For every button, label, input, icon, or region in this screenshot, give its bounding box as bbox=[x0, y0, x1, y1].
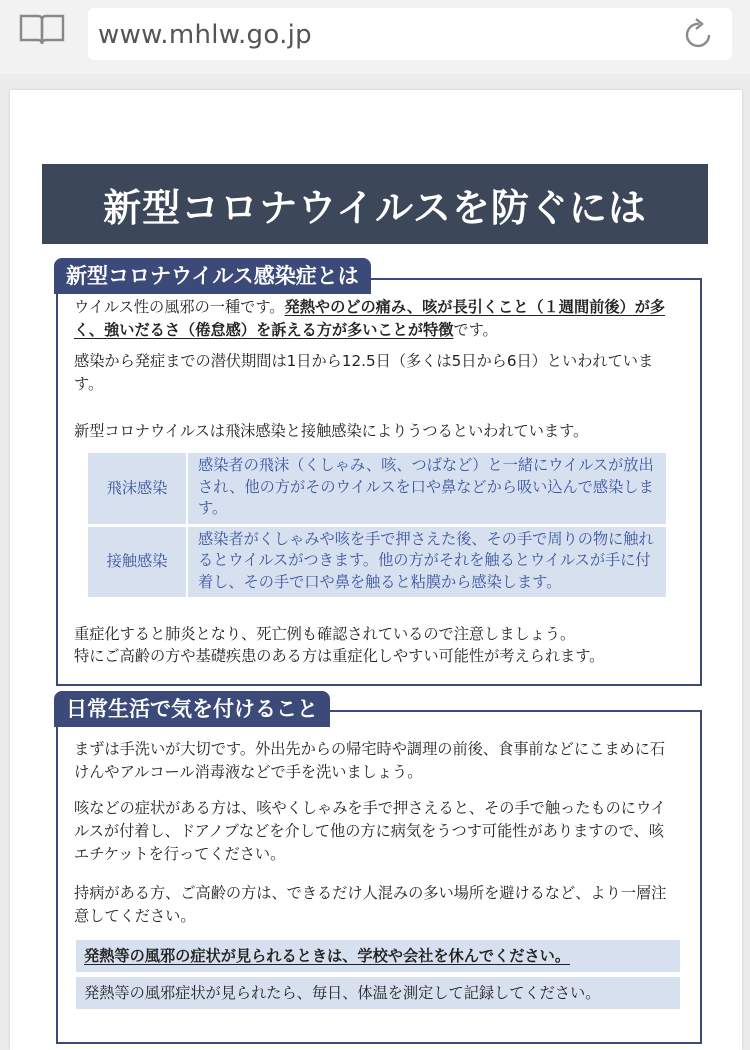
table-desc: 感染者の飛沫（くしゃみ、咳、つばなど）と一緒にウイルスが放出され、他の方がそのウイルスを口や鼻などから吸い込んで感染します。 bbox=[188, 453, 666, 524]
table-row bbox=[88, 453, 666, 524]
section-heading-about: 新型コロナウイルス感染症とは bbox=[54, 258, 371, 294]
table-row bbox=[88, 527, 666, 598]
paragraph-transmission: 新型コロナウイルスは飛沫感染と接触感染によりうつるといわれています。 bbox=[74, 422, 589, 440]
page-title: 新型コロナウイルスを防ぐには bbox=[42, 164, 708, 244]
paragraph-handwashing: まずは手洗いが大切です。外出先からの帰宅時や調理の前後、食事前などにこまめに石けんやアルコール消毒液などで手を洗いましょう。 bbox=[74, 740, 666, 781]
table-term: 飛沫感染 bbox=[88, 453, 188, 524]
document-page bbox=[10, 90, 742, 1050]
paragraph-caution: 持病がある方、ご高齢の方は、できるだけ人混みの多い場所を避けるなど、より一層注意してください。 bbox=[74, 884, 667, 925]
paragraph-overview bbox=[74, 296, 674, 342]
overview-bold-text: 発熱やのどの痛み、咳が長引くこと（１週間前後）が多く、強いだるさ（倦怠感）を訴える方が多いことが特徴 bbox=[74, 298, 666, 339]
book-icon[interactable] bbox=[18, 12, 66, 48]
paragraph-cough-etiquette: 咳などの症状がある方は、咳やくしゃみを手で押さえると、その手で触ったものにウイルスが付着し、ドアノブなどを介して他の方に病気をうつす可能性がありますので、咳エチケットを行ってください。 bbox=[74, 799, 666, 863]
address-bar[interactable] bbox=[88, 8, 732, 60]
overview-tail-text: です。 bbox=[453, 321, 498, 339]
paragraph-incubation: 感染から発症までの潜伏期間は1日から12.5日（多くは5日から6日）といわれています。 bbox=[74, 352, 654, 393]
browser-toolbar bbox=[0, 0, 750, 74]
transmission-table bbox=[88, 450, 666, 600]
notice-stay-home bbox=[76, 940, 680, 972]
notice-temperature bbox=[76, 977, 680, 1009]
notice-text: 発熱等の風邪症状が見られたら、毎日、体温を測定して記録してください。 bbox=[84, 984, 601, 1002]
table-desc: 感染者がくしゃみや咳を手で押さえた後、その手で周りの物に触れるとウイルスがつきます。他の方がそれを触るとウイルスが手に付着し、その手で口や鼻を触ると粘膜から感染します。 bbox=[188, 527, 666, 598]
paragraph-severity: 重症化すると肺炎となり、死亡例も確認されているので注意しましょう。 bbox=[74, 625, 576, 643]
notice-bold-text: 発熱等の風邪の症状が見られるときは、学校や会社を休んでください。 bbox=[84, 947, 570, 965]
url-text: www.mhlw.go.jp bbox=[98, 20, 312, 50]
overview-text: ウイルス性の風邪の一種です。 bbox=[74, 298, 285, 316]
reload-icon[interactable] bbox=[682, 16, 716, 52]
section-heading-daily: 日常生活で気を付けること bbox=[54, 691, 330, 727]
paragraph-risk-groups: 特にご高齢の方や基礎疾患のある方は重症化しやすい可能性が考えられます。 bbox=[74, 647, 605, 665]
table-term: 接触感染 bbox=[88, 527, 188, 598]
